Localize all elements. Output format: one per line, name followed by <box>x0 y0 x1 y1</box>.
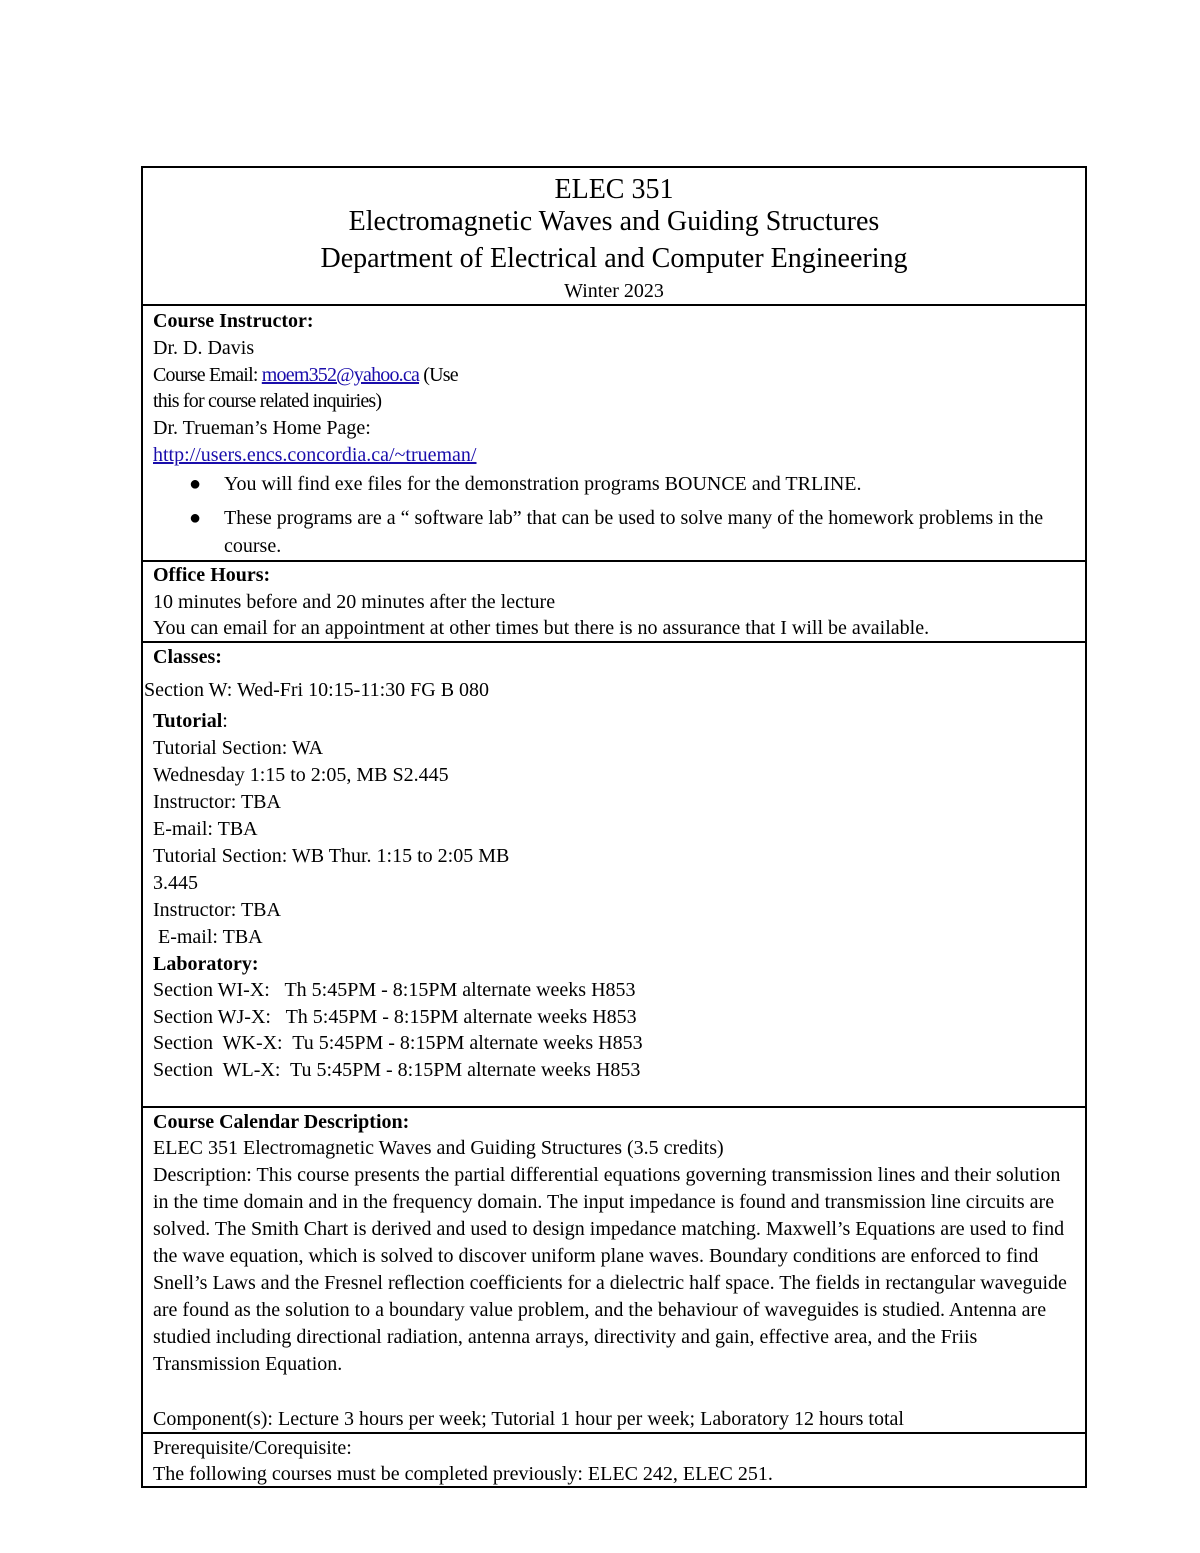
tutorial-heading-line <box>153 708 228 734</box>
prereq-text: The following courses must be completed previously: ELEC 242, ELEC 251. <box>153 1463 773 1485</box>
office-hours-line: 10 minutes before and 20 minutes after the lecture <box>153 591 556 613</box>
classes-section <box>143 641 1085 1106</box>
tutorial-line: Instructor: TBA <box>153 791 281 813</box>
prereq-heading: Prerequisite/Corequisite: <box>153 1437 352 1459</box>
instructor-heading: Course Instructor: <box>153 310 314 332</box>
tutorial-line: E-mail: TBA <box>153 818 258 840</box>
email-label: Course Email: <box>153 364 262 386</box>
tutorial-line: Tutorial Section: WA <box>153 737 324 759</box>
tutorial-line: Tutorial Section: WB Thur. 1:15 to 2:05 MB <box>153 845 510 867</box>
prereq-section <box>143 1432 1085 1488</box>
email-line <box>153 362 458 388</box>
email-note-continued: this for course related inquiries) <box>153 390 382 412</box>
course-outline-table <box>141 166 1087 1488</box>
bullet-icon: ● <box>189 507 202 529</box>
office-hours-section <box>143 560 1085 641</box>
term: Winter 2023 <box>564 280 664 302</box>
homepage-link[interactable]: http://users.encs.concordia.ca/~trueman/ <box>153 444 477 466</box>
calendar-course-line: ELEC 351 Electromagnetic Waves and Guiding Structures (3.5 credits) <box>153 1137 724 1159</box>
department: Department of Electrical and Computer Engineering <box>320 243 908 274</box>
tutorial-line: E-mail: TBA <box>153 926 263 948</box>
office-hours-heading: Office Hours: <box>153 564 271 586</box>
calendar-section <box>143 1106 1085 1432</box>
instructor-section <box>143 304 1085 560</box>
tutorial-colon: : <box>222 710 228 732</box>
classes-heading: Classes: <box>153 646 222 668</box>
instructor-name: Dr. D. Davis <box>153 337 255 359</box>
lab-heading: Laboratory: <box>153 953 259 975</box>
header-section <box>143 168 1085 304</box>
email-note: (Use <box>419 364 458 386</box>
bullet-icon: ● <box>189 473 202 495</box>
office-hours-line: You can email for an appointment at other times but there is no assurance that I will be available. <box>153 617 930 639</box>
bullet-item: You will find exe files for the demonstration programs BOUNCE and TRLINE. <box>224 473 862 495</box>
calendar-heading: Course Calendar Description: <box>153 1111 410 1133</box>
lab-line: Section WL-X: Tu 5:45PM - 8:15PM alternate weeks H853 <box>153 1059 641 1081</box>
calendar-description: Description: This course presents the partial differential equations governing transmission lines and their solution in the time domain and in the frequency domain. The input impedance is found and transmission line circuits are solved. The Smith Chart is derived and used to design impedance matching. Maxwell’s Equations are used to find the wave equation, which is solved to discover uniform plane waves. Boundary conditions are enforced to find Snell’s Laws and the Fresnel reflection coefficients for a dielectric half space. The fields in rectangular waveguide are found as the solution to a boundary value problem, and the behaviour of waveguides is studied. Antenna are studied including directional radiation, antenna arrays, directivity and gain, effective area, and the Friis Transmission Equation. <box>153 1164 1067 1375</box>
tutorial-line: 3.445 <box>153 872 198 894</box>
homepage-label: Dr. Trueman’s Home Page: <box>153 417 371 439</box>
tutorial-line: Instructor: TBA <box>153 899 281 921</box>
course-title: Electromagnetic Waves and Guiding Structures <box>348 206 880 237</box>
lab-line: Section WK-X: Tu 5:45PM - 8:15PM alternate weeks H853 <box>153 1032 643 1054</box>
lab-line: Section WI-X: Th 5:45PM - 8:15PM alternate weeks H853 <box>153 979 636 1001</box>
email-link[interactable]: moem352@yahoo.ca <box>261 364 420 386</box>
tutorial-heading: Tutorial <box>153 710 223 732</box>
course-code: ELEC 351 <box>554 174 674 205</box>
lab-line: Section WJ-X: Th 5:45PM - 8:15PM alternate weeks H853 <box>153 1006 637 1028</box>
tutorial-line: Wednesday 1:15 to 2:05, MB S2.445 <box>153 764 449 786</box>
bullet-item: These programs are a “ software lab” that can be used to solve many of the homework problems in the course. <box>224 507 1044 557</box>
calendar-components: Component(s): Lecture 3 hours per week; Tutorial 1 hour per week; Laboratory 12 hours total <box>153 1408 904 1430</box>
section-w: Section W: Wed-Fri 10:15-11:30 FG B 080 <box>144 679 490 701</box>
